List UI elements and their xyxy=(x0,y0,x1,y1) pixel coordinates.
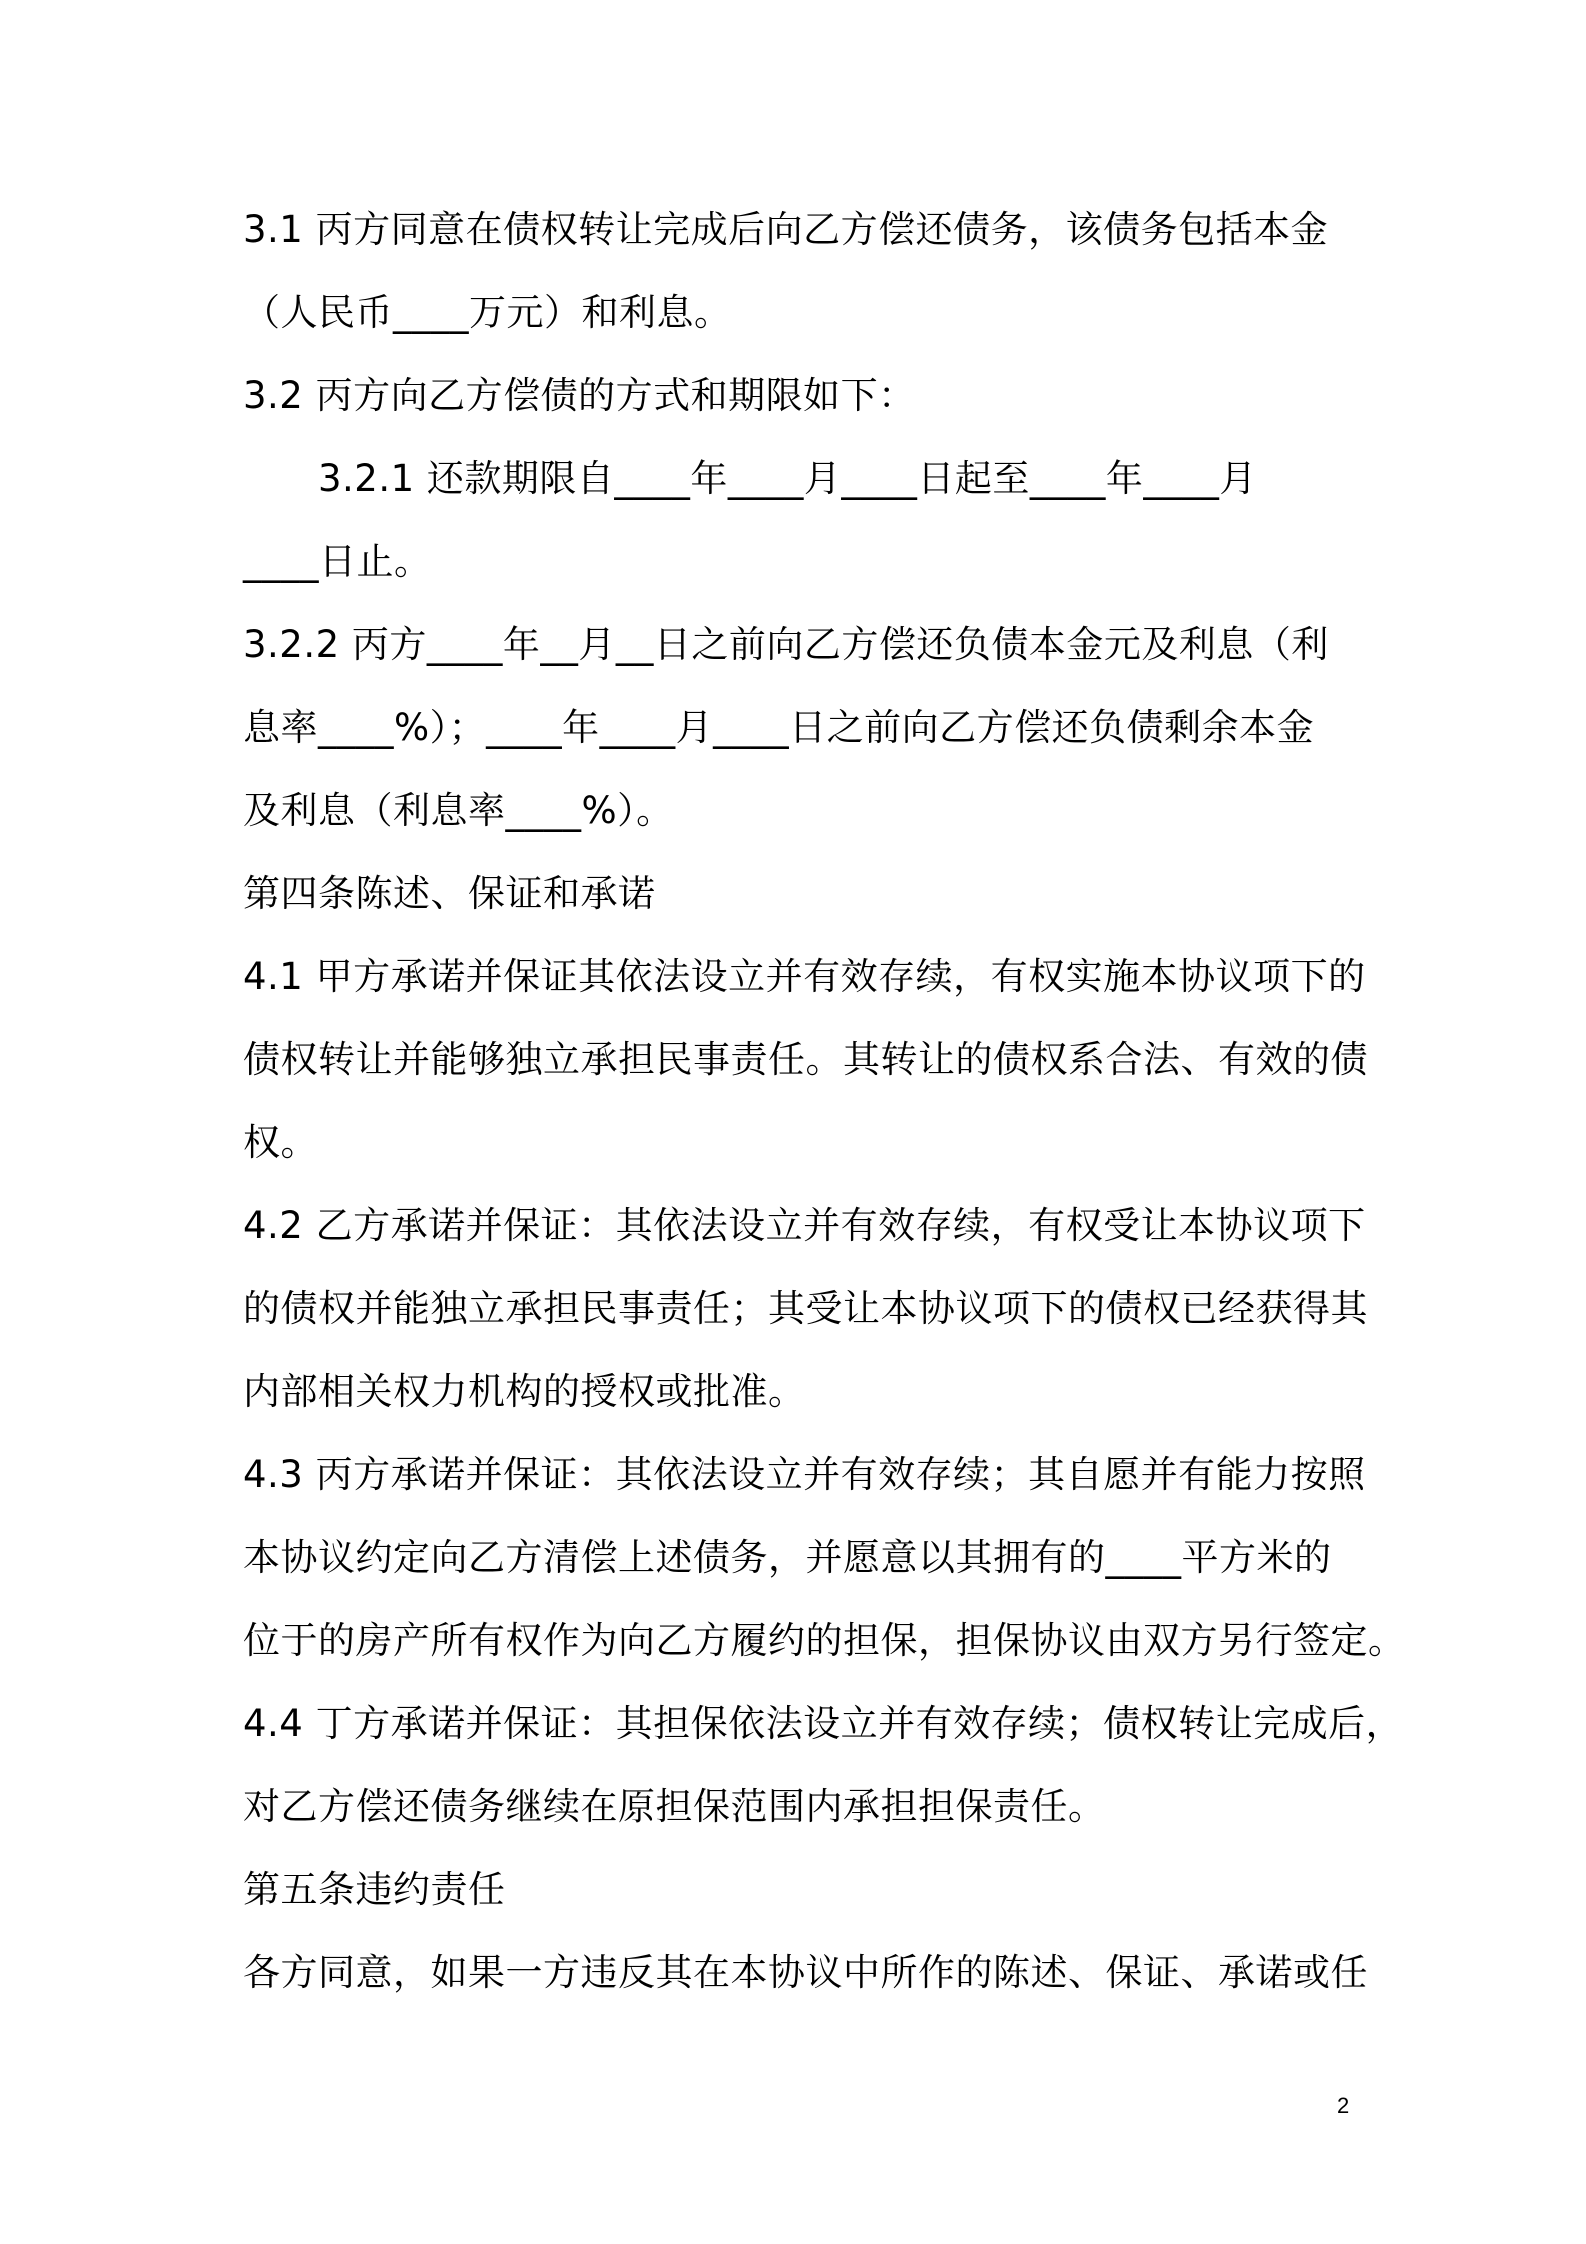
clause-4-1-line-1: 4.1 甲方承诺并保证其依法设立并有效存续，有权实施本协议项下的 xyxy=(243,955,1366,998)
clause-4-3-line-3: 位于的房产所有权作为向乙方履约的担保，担保协议由双方另行签定。 xyxy=(243,1619,1406,1662)
article-5-heading: 第五条违约责任 xyxy=(243,1868,506,1911)
clause-3-2-1-line-2: ____日止。 xyxy=(243,540,432,583)
clause-3-2-heading: 3.2 丙方向乙方偿债的方式和期限如下： xyxy=(243,374,916,417)
clause-4-4-line-1: 4.4 丁方承诺并保证：其担保依法设立并有效存续；债权转让完成后， xyxy=(243,1702,1404,1745)
page-number: 2 xyxy=(1337,2093,1350,2118)
article-4-heading: 第四条陈述、保证和承诺 xyxy=(243,872,656,915)
clause-3-2-2-line-3: 及利息（利息率____%）。 xyxy=(243,789,674,832)
clause-4-4-line-2: 对乙方偿还债务继续在原担保范围内承担担保责任。 xyxy=(243,1785,1106,1828)
clause-4-2-line-1: 4.2 乙方承诺并保证：其依法设立并有效存续，有权受让本协议项下 xyxy=(243,1204,1366,1247)
clause-3-1-line-1: 3.1 丙方同意在债权转让完成后向乙方偿还债务，该债务包括本金 xyxy=(243,208,1329,251)
clause-4-2-line-3: 内部相关权力机构的授权或批准。 xyxy=(243,1370,806,1413)
clause-3-2-1-line-1: 3.2.1 还款期限自____年____月____日起至____年____月 xyxy=(318,457,1257,500)
article-5-line-1: 各方同意，如果一方违反其在本协议中所作的陈述、保证、承诺或任 xyxy=(243,1951,1368,1994)
clause-4-1-line-2: 债权转让并能够独立承担民事责任。其转让的债权系合法、有效的债 xyxy=(243,1038,1368,1081)
clause-3-1-line-2: （人民币____万元）和利息。 xyxy=(243,291,732,334)
clause-3-2-2-line-1: 3.2.2 丙方____年__月__日之前向乙方偿还负债本金元及利息（利 xyxy=(243,623,1329,666)
clause-4-1-line-3: 权。 xyxy=(243,1121,318,1164)
clause-4-3-line-1: 4.3 丙方承诺并保证：其依法设立并有效存续；其自愿并有能力按照 xyxy=(243,1453,1366,1496)
clause-4-2-line-2: 的债权并能独立承担民事责任；其受让本协议项下的债权已经获得其 xyxy=(243,1287,1368,1330)
clause-4-3-line-2: 本协议约定向乙方清偿上述债务，并愿意以其拥有的____平方米的 xyxy=(243,1536,1332,1579)
clause-3-2-2-line-2: 息率____%）；____年____月____日之前向乙方偿还负债剩余本金 xyxy=(243,706,1315,749)
